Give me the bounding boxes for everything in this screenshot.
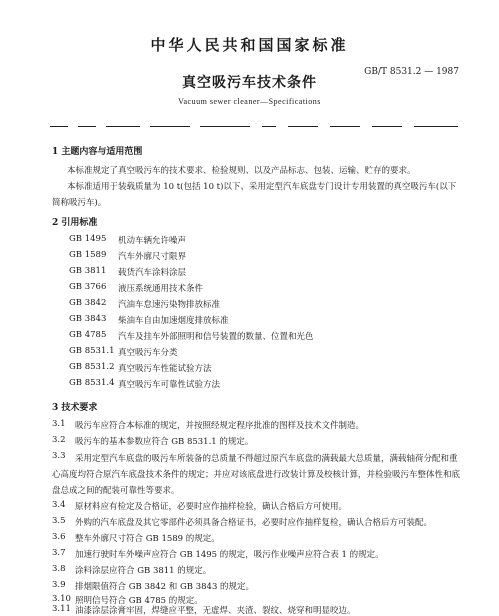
clause-number: 3.1 (52, 419, 66, 429)
separator-dash (372, 126, 402, 127)
clause-number: 3.2 (52, 435, 66, 445)
clause-number: 3.3 (52, 451, 66, 461)
section-1-paragraph-1: 本标准规定了真空吸污车的技术要求、检验规则、以及产品标志、包装、运输、贮存的要求。 (67, 166, 416, 176)
clause-number: 3.6 (52, 532, 66, 542)
clause-number: 3.4 (52, 500, 66, 510)
clause-number: 3.9 (52, 580, 66, 590)
clause-number: 3.8 (52, 564, 66, 574)
clause-text: 照明信号符合 GB 4785 的规定。 (75, 596, 203, 606)
section-3-heading: 3 技术要求 (52, 403, 98, 413)
clause-text: 采用定型汽车底盘的吸污车所装备的总质量不得超过原汽车底盘的满载最大总质量，满载轴荷分配和重心高度均符合原汽车底盘技术条件的规定；并应对该底盘进行改装计算及校核计算，并检验吸污车整体性和底盘总成之间的配装可靠性等要求。 (52, 454, 461, 496)
ref-code: GB 3811 (69, 266, 107, 276)
ref-name: 机动车辆允许噪声 (118, 236, 187, 246)
section-1-heading: 1 主题内容与适用范围 (52, 147, 143, 157)
clause-text: 加速行驶时车外噪声应符合 GB 1495 的规定，吸污作业噪声应符合表 1 的规定。 (75, 550, 384, 560)
document-title: 真空吸污车技术条件 (182, 75, 317, 91)
separator-dash (330, 126, 360, 127)
clause-text: 吸污车的基本参数应符合 GB 8531.1 的规定。 (75, 437, 254, 447)
ref-code: GB 8531.1 (69, 346, 115, 356)
ref-code: GB 4785 (69, 330, 107, 340)
section-2-heading: 2 引用标准 (52, 218, 98, 228)
clause-number: 3.7 (52, 548, 66, 558)
ref-name: 真空吸污车性能试验方法 (118, 364, 212, 374)
document-subtitle: Vacuum sewer cleaner—Specifications (178, 97, 321, 106)
ref-name: 真空吸污车分类 (118, 348, 178, 358)
ref-name: 载货汽车涂料涂层 (118, 268, 187, 278)
ref-name: 汽车及挂车外部照明和信号装置的数量、位置和光色 (118, 332, 314, 342)
clause-text: 原材料应有检定及合格证，必要时应作抽样检验，确认合格后方可使用。 (75, 502, 348, 512)
ref-code: GB 3766 (69, 282, 107, 292)
standard-number: GB/T 8531.2 — 1987 (364, 67, 459, 77)
section-1-paragraph-2: 本标准适用于装载质量为 10 t(包括 10 t)以下、采用定型汽车底盘专门设计专用装置的真空吸污车(以下简称吸污车)。 (52, 182, 457, 208)
separator-dash (414, 126, 458, 127)
clause-text: 外购的汽车底盘及其它零部件必须具备合格证书，必要时应作抽样复检，确认合格后方可装配。 (75, 518, 433, 528)
separator-dash (50, 126, 68, 127)
separator-dash (200, 126, 250, 127)
ref-name: 汽油车怠速污染物排放标准 (118, 300, 221, 310)
separator-dash (150, 126, 190, 127)
ref-code: GB 3842 (69, 298, 107, 308)
clause-text: 油漆涂层涂膏牢固，焊缝应平整，无虚焊、夹渣、裂纹、烧穿和明显咬边。 (75, 606, 356, 616)
ref-code: GB 1589 (69, 250, 107, 260)
clause-text: 涂料涂层应符合 GB 3811 的规定。 (75, 566, 212, 576)
ref-code: GB 3843 (69, 314, 107, 324)
standard-header: 中华人民共和国国家标准 (150, 36, 349, 54)
clause-text: 吸污车应符合本标准的规定，并按照经规定程序批准的图样及技术文件制造。 (75, 421, 365, 431)
ref-code: GB 8531.4 (69, 378, 115, 388)
clause-number: 3.11 (52, 604, 71, 614)
separator-dash (106, 126, 140, 127)
clause-number: 3.5 (52, 516, 66, 526)
ref-name: 柴油车自由加速烟度排放标准 (118, 316, 229, 326)
ref-code: GB 8531.2 (69, 362, 115, 372)
ref-name: 液压系统通用技术条件 (118, 284, 204, 294)
clause-text: 整车外廓尺寸符合 GB 1589 的规定。 (75, 534, 220, 544)
separator-dash (78, 126, 96, 127)
clause-text: 排烟限值符合 GB 3842 和 GB 3843 的规定。 (75, 582, 255, 592)
clause-number: 3.10 (52, 594, 71, 604)
ref-name: 真空吸污车可靠性试验方法 (118, 380, 221, 390)
ref-name: 汽车外廓尺寸限界 (118, 252, 187, 262)
separator-dash (288, 126, 318, 127)
separator-dash (262, 126, 276, 127)
ref-code: GB 1495 (69, 234, 107, 244)
